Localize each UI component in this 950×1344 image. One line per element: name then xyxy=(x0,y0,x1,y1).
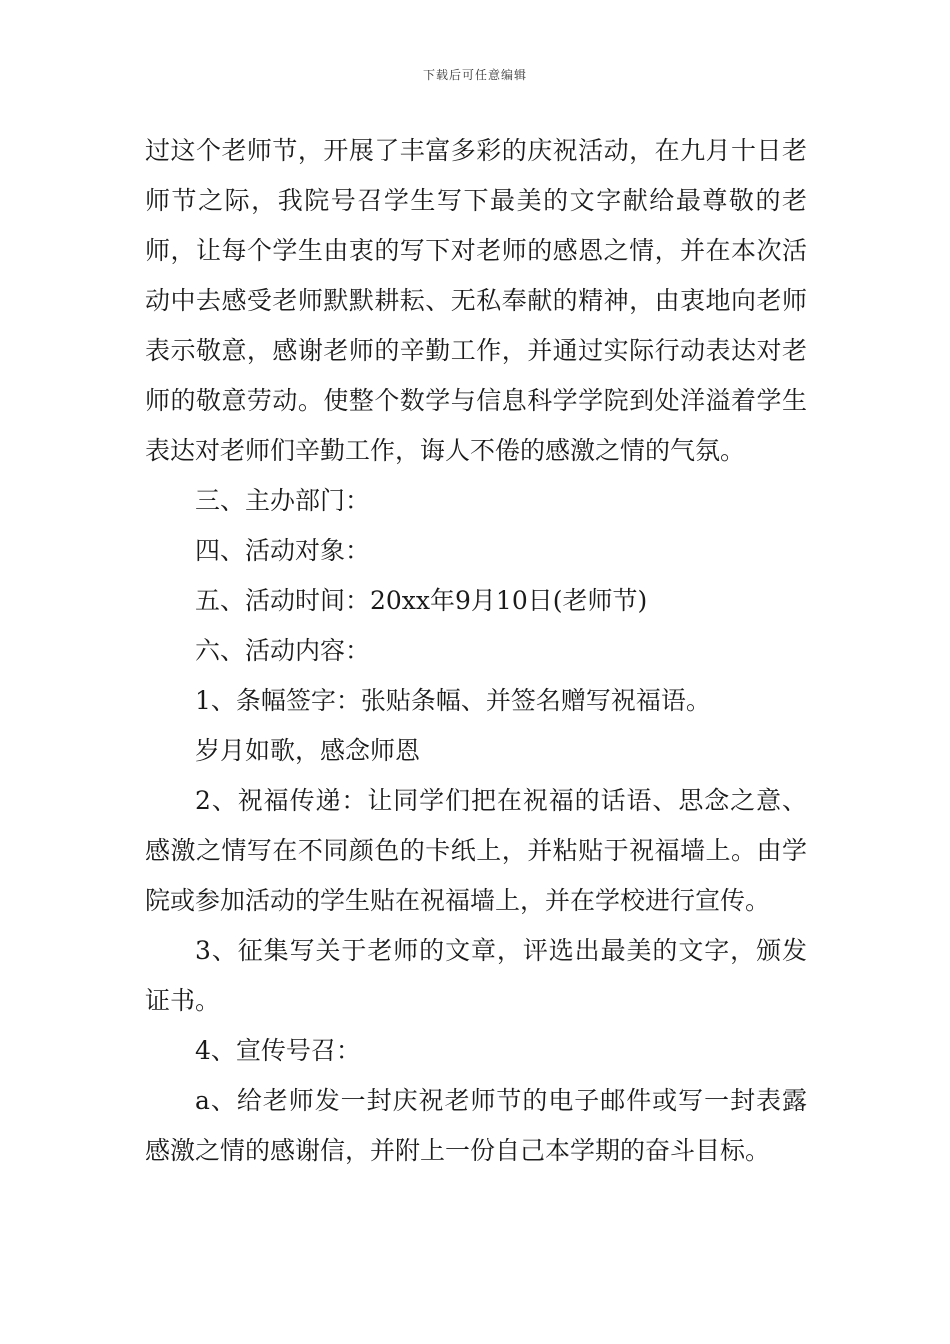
item-essay-collection: 3、征集写关于老师的文章，评选出最美的文字，颁发证书。 xyxy=(145,936,807,1015)
section-content: 六、活动内容： xyxy=(195,636,371,665)
item-publicity-call: 4、宣传号召： xyxy=(195,1036,361,1065)
banner-slogan: 岁月如歌，感念师恩 xyxy=(195,736,421,765)
document-body xyxy=(145,126,807,1176)
page-header-note: 下载后可任意编辑 xyxy=(422,68,527,82)
item-banner-signing: 1、条幅签字：张贴条幅、并签名赠写祝福语。 xyxy=(195,686,711,715)
section-time: 五、活动时间：20xx年9月10日(老师节) xyxy=(195,586,648,615)
subitem-email-letter: a、给老师发一封庆祝老师节的电子邮件或写一封表露感激之情的感谢信，并附上一份自己本学期的奋斗目标。 xyxy=(145,1086,807,1165)
section-audience: 四、活动对象： xyxy=(195,536,371,565)
paragraph-continued-intro: 过这个老师节，开展了丰富多彩的庆祝活动，在九月十日老师节之际，我院号召学生写下最美的文字献给最尊敬的老师，让每个学生由衷的写下对老师的感恩之情，并在本次活动中去感受老师默默耕耘、无私奉献的精神，由衷地向老师表示敬意，感谢老师的辛勤工作，并通过实际行动表达对老师的敬意劳动。使整个数学与信息科学学院到处洋溢着学生表达对老师们辛勤工作，诲人不倦的感激之情的气氛。 xyxy=(145,136,807,465)
section-organizer: 三、主办部门： xyxy=(195,486,371,515)
item-blessing-relay: 2、祝福传递：让同学们把在祝福的话语、思念之意、感激之情写在不同颜色的卡纸上，并粘贴于祝福墙上。由学院或参加活动的学生贴在祝福墙上，并在学校进行宣传。 xyxy=(145,786,807,915)
